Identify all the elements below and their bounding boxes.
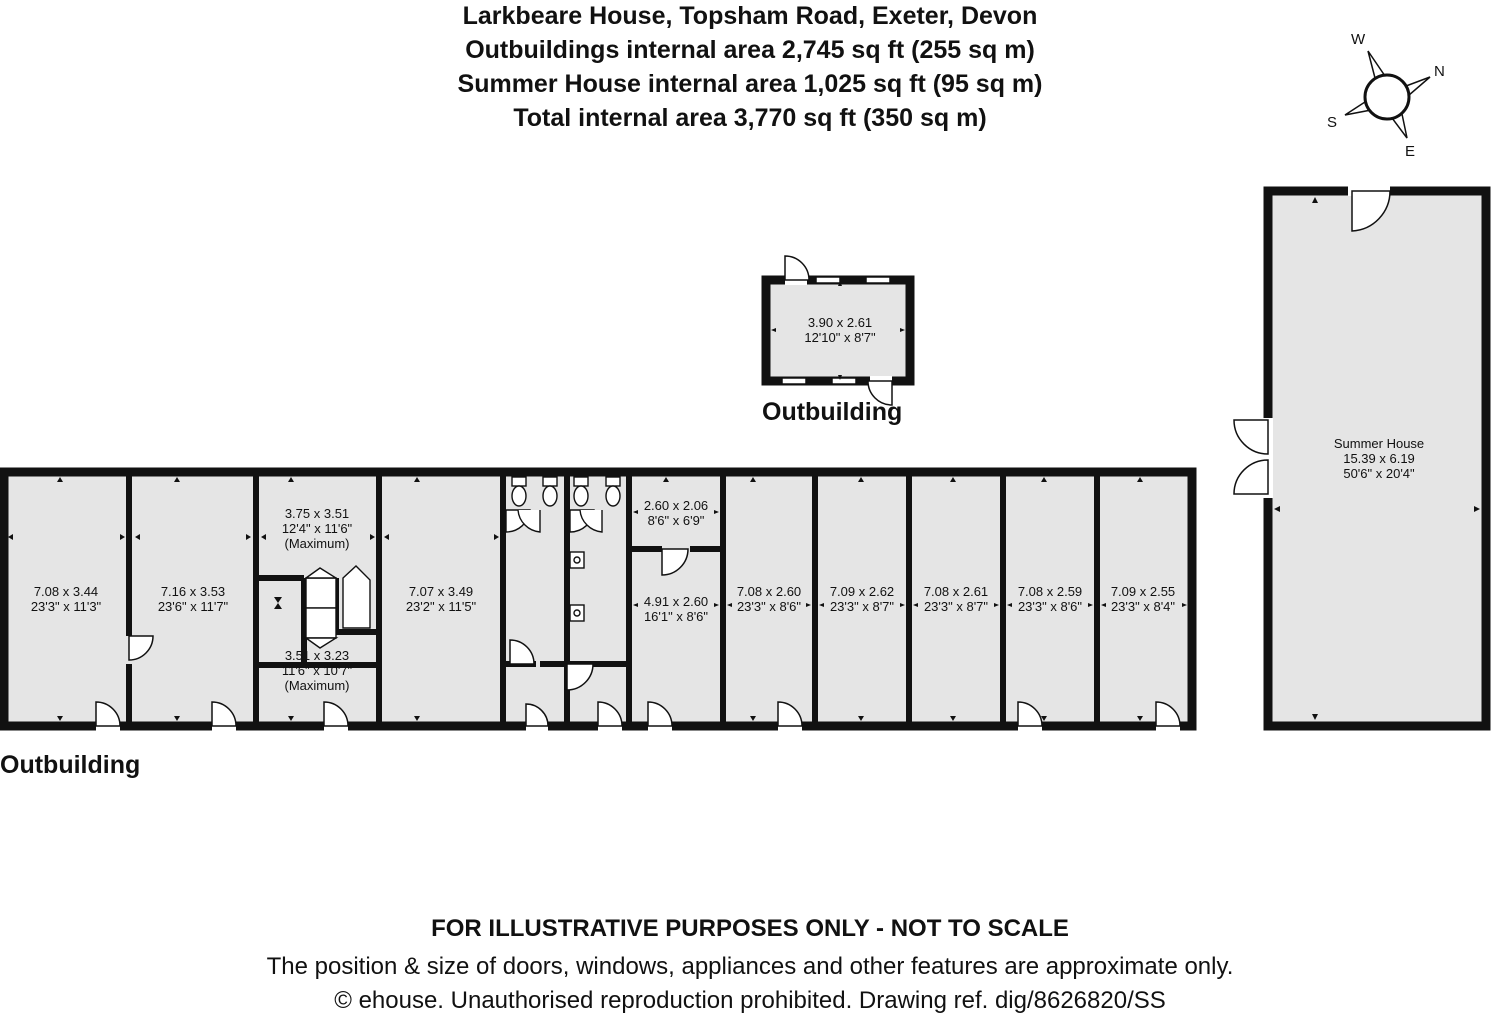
room-9-imperial: 23'3" x 8'7" [829, 599, 895, 614]
approx-note: The position & size of doors, windows, appliances and other features are approximate only. [266, 953, 1234, 980]
room-1-metric: 7.08 x 3.44 [33, 584, 99, 599]
door-icon [1234, 420, 1268, 454]
toilet-icon [574, 486, 588, 506]
toilet-icon [606, 486, 620, 506]
room-5-metric: 7.07 x 3.49 [408, 584, 474, 599]
toilet-icon [543, 486, 557, 506]
room-6-imperial: 8'6" x 6'9" [647, 513, 705, 528]
room-9-metric: 7.09 x 2.62 [829, 584, 895, 599]
room-6-metric: 2.60 x 2.06 [643, 498, 709, 513]
compass-icon [1327, 31, 1445, 160]
main-outbuilding [0, 469, 1192, 779]
room-10-imperial: 23'3" x 8'7" [923, 599, 989, 614]
title-summer-house-area: Summer House internal area 1,025 sq ft (95 sq m) [457, 70, 1043, 98]
room-3-imperial: 12'4" x 11'6" [281, 521, 353, 536]
small-outbuilding [762, 256, 910, 426]
room-dim-imperial: 12'10" x 8'7" [804, 330, 876, 345]
room-3-note: (Maximum) [284, 536, 350, 551]
outbuilding-label-main: Outbuilding [0, 751, 141, 779]
summer-house-imperial: 50'6" x 20'4" [1343, 466, 1415, 481]
outbuilding-label-small: Outbuilding [762, 398, 903, 426]
door-icon [785, 256, 809, 280]
room-12-imperial: 23'3" x 8'4" [1110, 599, 1176, 614]
room-7-imperial: 16'1" x 8'6" [643, 609, 709, 624]
title-outbuildings-area: Outbuildings internal area 2,745 sq ft (255 sq m) [465, 36, 1035, 64]
compass-s: S [1327, 114, 1338, 131]
room-1-imperial: 23'3" x 11'3" [30, 599, 102, 614]
room-dim-metric: 3.90 x 2.61 [807, 315, 873, 330]
title-total-area: Total internal area 3,770 sq ft (350 sq m) [513, 104, 987, 132]
title-address: Larkbeare House, Topsham Road, Exeter, Devon [462, 2, 1038, 30]
room-2-metric: 7.16 x 3.53 [160, 584, 226, 599]
copyright: © ehouse. Unauthorised reproduction prohibited. Drawing ref. dig/8626820/SS [334, 987, 1166, 1014]
summer-house-metric: 15.39 x 6.19 [1343, 451, 1415, 466]
room-4-imperial: 11'6" x 10'7" [281, 663, 353, 678]
room-8-imperial: 23'3" x 8'6" [736, 599, 802, 614]
room-7-metric: 4.91 x 2.60 [643, 594, 709, 609]
compass-n: N [1434, 63, 1445, 80]
room-4-note: (Maximum) [284, 678, 350, 693]
compass-w: W [1351, 31, 1366, 48]
room-12-metric: 7.09 x 2.55 [1110, 584, 1176, 599]
room-11-imperial: 23'3" x 8'6" [1017, 599, 1083, 614]
summer-house-name: Summer House [1333, 436, 1425, 451]
room-4-metric: 3.51 x 3.23 [284, 648, 350, 663]
summer-house [1234, 186, 1489, 726]
room-11-metric: 7.08 x 2.59 [1017, 584, 1083, 599]
compass-e: E [1405, 143, 1416, 160]
toilet-icon [512, 486, 526, 506]
room-5-imperial: 23'2" x 11'5" [405, 599, 477, 614]
disclaimer: FOR ILLUSTRATIVE PURPOSES ONLY - NOT TO SCALE [431, 915, 1069, 942]
room-3-metric: 3.75 x 3.51 [284, 506, 350, 521]
room-10-metric: 7.08 x 2.61 [923, 584, 989, 599]
room-2-imperial: 23'6" x 11'7" [157, 599, 229, 614]
room-8-metric: 7.08 x 2.60 [736, 584, 802, 599]
door-icon [1234, 460, 1268, 494]
